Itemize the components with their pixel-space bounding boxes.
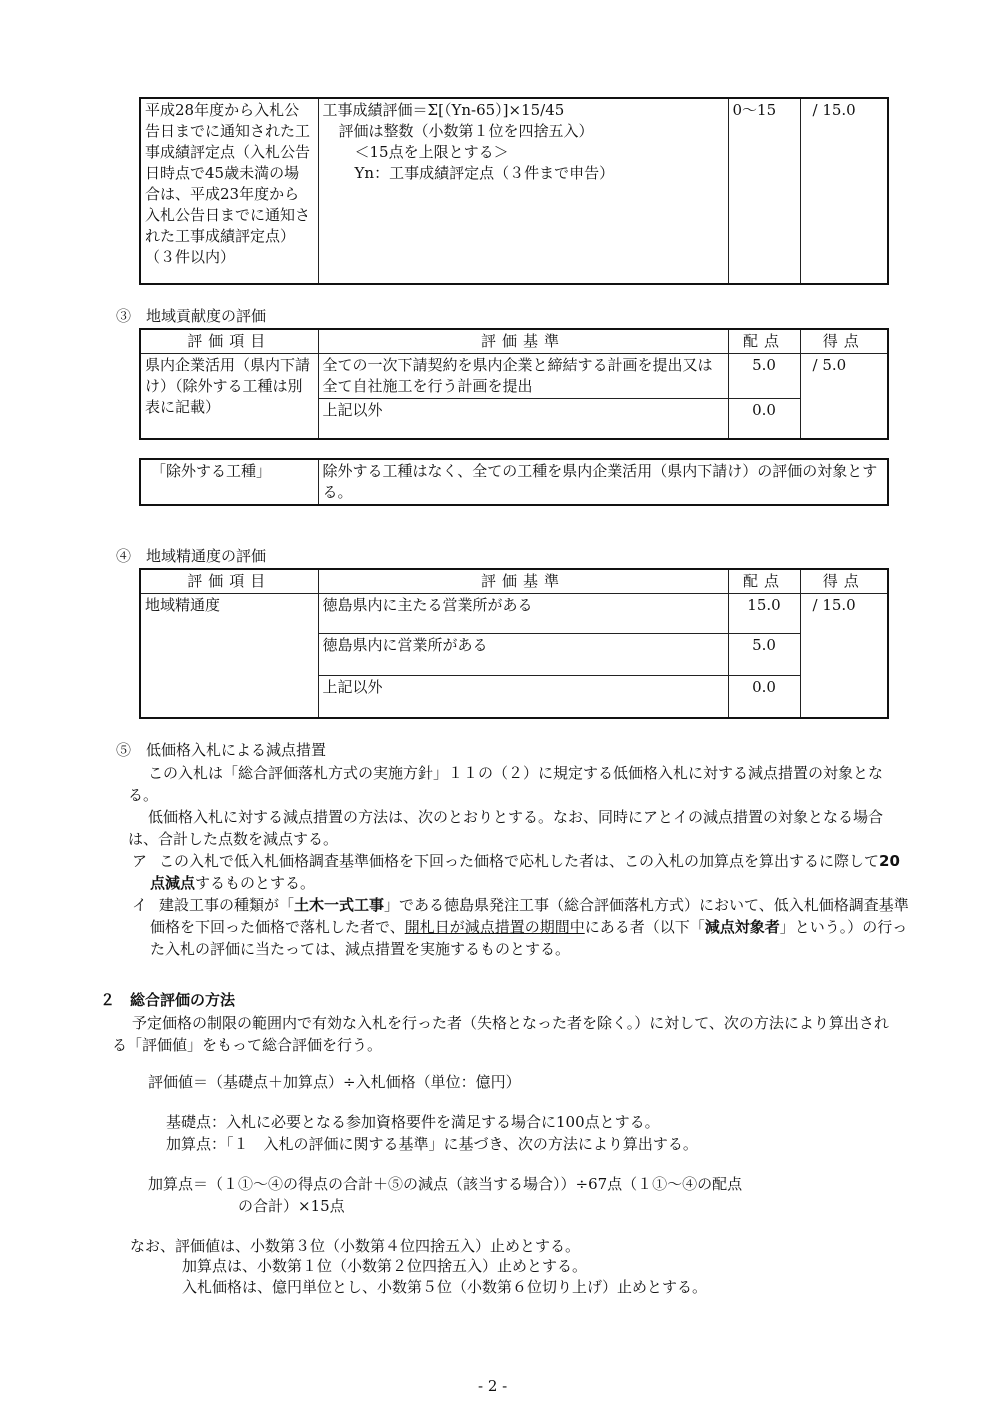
header-criteria: 評価基準: [318, 569, 728, 594]
item-a-text: するものとする。: [195, 874, 316, 892]
item-a-text: この入札で低入札価格調査基準価格を下回った価格で応札した者は、この入札の加算点を算出するに際して: [159, 852, 880, 870]
past-performance-table: [139, 97, 889, 285]
item-cell: [140, 354, 318, 439]
score-cell: [800, 98, 888, 284]
add-formula-line-1: 加算点＝（１①〜④の得点の合計＋⑤の減点（該当する場合））÷67点（１①〜④の配点: [148, 1175, 743, 1193]
score-text: / 15.0: [812, 596, 856, 614]
header-points: 配点: [728, 569, 800, 594]
item-i-underline: 開札日が減点措置の期間中: [404, 918, 585, 936]
header-item: 評価項目: [140, 329, 318, 354]
item-i-bold: 減点対象者: [704, 918, 780, 936]
header-criteria: 評価基準: [318, 329, 728, 354]
section5-item-i: [132, 894, 914, 960]
section3-title: ③ 地域貢献度の評価: [116, 307, 267, 325]
exclude-label-text: 「除外する工種」: [151, 462, 272, 480]
criteria-line: ＜15点を上限とする＞: [354, 143, 509, 161]
regional-contribution-table: [139, 328, 889, 440]
item-text: 平成28年度から入札公告日までに通知された工事成績評定点（入札公告日時点で45歳未満の場合は、平成23年度から入札公告日までに通知された工事成績評定点）（３件以内）: [145, 101, 311, 266]
section4-title: ④ 地域精通度の評価: [116, 547, 267, 565]
criteria-cell: 徳島県内に主たる営業所がある: [318, 594, 728, 634]
points-cell: 5.0: [728, 634, 800, 676]
criteria-cell: 徳島県内に営業所がある: [318, 634, 728, 676]
criteria-line: Yn：工事成績評定点（３件まで申告）: [354, 164, 615, 182]
score-cell: [800, 594, 888, 718]
item-cell: [140, 98, 318, 284]
criteria-line: 評価は整数（小数第１位を四捨五入）: [338, 122, 594, 140]
header-score: 得点: [800, 329, 888, 354]
formula-base: 基礎点：入札に必要となる参加資格要件を満足する場合に100点とする。: [166, 1113, 660, 1131]
item-cell: 地域精通度: [140, 594, 318, 718]
item-a-bold: 20点減点: [150, 852, 900, 892]
header-item: 評価項目: [140, 569, 318, 594]
add-formula-line-2: の合計）×15点: [238, 1197, 345, 1215]
note-line-1: なお、評価値は、小数第３位（小数第４位四捨五入）止めとする。: [130, 1237, 581, 1255]
points-cell: 0.0: [728, 676, 800, 718]
section5-title: ⑤ 低価格入札による減点措置: [116, 741, 327, 759]
note-line-2: 加算点は、小数第１位（小数第２位四捨五入）止めとする。: [182, 1257, 588, 1275]
item-a-mark: ア: [132, 852, 148, 870]
header-points: 配点: [728, 329, 800, 354]
item-i-text: にある者（以下「: [584, 918, 705, 936]
points-cell: 5.0: [728, 354, 800, 399]
criteria-line: 工事成績評価＝Σ[（Yn-65）]×15/45: [322, 101, 565, 119]
exclude-text: 除外する工種はなく、全ての工種を県内企業活用（県内下請け）の評価の対象とする。: [318, 459, 888, 505]
item-text: 県内企業活用（県内下請け）（除外する工種は別表に記載）: [145, 356, 311, 416]
regional-familiarity-table: [139, 568, 889, 719]
page-number: - 2 -: [478, 1377, 508, 1395]
item-i-text: 」という。）の行った入札の評価に当たっては、減点措置を実施するものとする。: [150, 918, 908, 958]
score-text: / 5.0: [812, 356, 847, 374]
section-2-title: ２ 総合評価の方法: [100, 991, 236, 1009]
exclude-table: [139, 458, 889, 506]
section-2-intro: 予定価格の制限の範囲内で有効な入札を行った者（失格となった者を除く。）に対して、次の方法により算出される「評価値」をもって総合評価を行う。: [112, 1014, 889, 1054]
formula-evaluation: 評価値＝（基礎点＋加算点）÷入札価格（単位：億円）: [148, 1073, 521, 1091]
item-i-bold: 土木一式工事: [294, 896, 385, 914]
item-i-text: 」である徳島県発注工事（総合評価落札方式）において、低入札価格調査基準価格を下回った価格で落札した者で、: [150, 896, 909, 936]
formula-add: 加算点：「１ 入札の評価に関する基準」に基づき、次の方法により算出する。: [166, 1135, 698, 1153]
points-cell: 0.0: [728, 399, 800, 439]
section5-paragraph-2: 低価格入札に対する減点措置の方法は、次のとおりとする。なお、同時にアとイの減点措置の対象となる場合は、合計した点数を減点する。: [128, 808, 884, 848]
item-i-mark: イ: [132, 896, 148, 914]
score-text: / 15.0: [812, 101, 856, 119]
score-cell: [800, 354, 888, 439]
section5-item-a: [132, 850, 914, 894]
points-cell: 15.0: [728, 594, 800, 634]
points-cell: [728, 98, 800, 284]
section5-paragraph-1: この入札は「総合評価落札方式の実施方針」１１の（２）に規定する低価格入札に対する減点措置の対象となる。: [128, 764, 884, 804]
criteria-cell: 上記以外: [318, 676, 728, 718]
note-line-3: 入札価格は、億円単位とし、小数第５位（小数第６位切り上げ）止めとする。: [182, 1278, 708, 1296]
criteria-cell: 全ての一次下請契約を県内企業と締結する計画を提出又は全て自社施工を行う計画を提出: [318, 354, 728, 399]
header-score: 得点: [800, 569, 888, 594]
points-text: 0〜15: [732, 101, 777, 119]
exclude-label: [140, 459, 318, 505]
criteria-cell: [318, 98, 728, 284]
item-i-text: 建設工事の種類が「: [159, 896, 295, 914]
criteria-cell: 上記以外: [318, 399, 728, 439]
